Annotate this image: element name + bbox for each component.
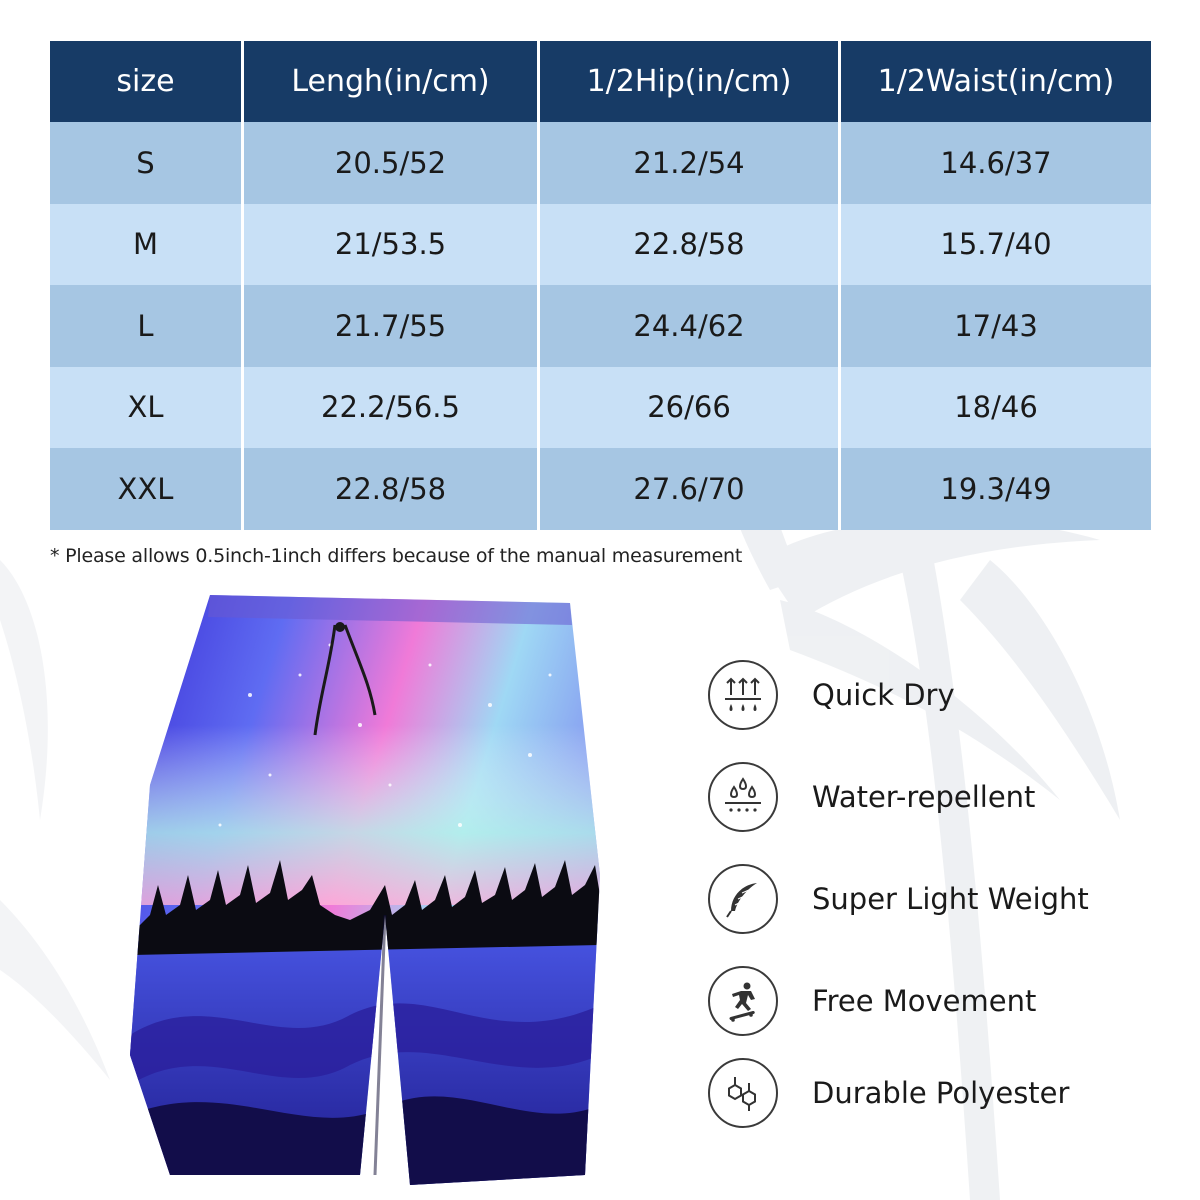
measurement-note: * Please allows 0.5inch-1inch differs because of the manual measurement xyxy=(50,545,743,567)
cell-size: S xyxy=(50,122,244,204)
cell-hip: 21.2/54 xyxy=(540,122,841,204)
cell-waist: 15.7/40 xyxy=(841,204,1151,286)
water-repellent-icon xyxy=(708,762,778,832)
feature-item xyxy=(700,752,1035,842)
feature-label: Durable Polyester xyxy=(812,1076,1070,1110)
cell-hip: 22.8/58 xyxy=(540,204,841,286)
cell-length: 22.2/56.5 xyxy=(244,367,540,449)
feature-item xyxy=(700,650,955,740)
cell-length: 20.5/52 xyxy=(244,122,540,204)
cell-waist: 18/46 xyxy=(841,367,1151,449)
cell-hip: 24.4/62 xyxy=(540,285,841,367)
cell-size: XL xyxy=(50,367,244,449)
header-hip: 1/2Hip(in/cm) xyxy=(540,41,841,122)
feature-label: Water-repellent xyxy=(812,780,1036,814)
molecule-icon xyxy=(708,1058,778,1128)
feature-label: Free Movement xyxy=(812,984,1037,1018)
cell-hip: 26/66 xyxy=(540,367,841,449)
cell-hip: 27.6/70 xyxy=(540,448,841,530)
header-size: size xyxy=(50,41,244,122)
feature-item xyxy=(700,854,1089,944)
cell-size: L xyxy=(50,285,244,367)
skateboarder-icon xyxy=(708,966,778,1036)
feature-label: Super Light Weight xyxy=(812,882,1089,916)
cell-waist: 17/43 xyxy=(841,285,1151,367)
quick-dry-icon xyxy=(708,660,778,730)
cell-size: M xyxy=(50,204,244,286)
cell-size: XXL xyxy=(50,448,244,530)
cell-waist: 19.3/49 xyxy=(841,448,1151,530)
header-waist: 1/2Waist(in/cm) xyxy=(841,41,1151,122)
board-shorts-image xyxy=(130,585,600,1195)
header-length: Lengh(in/cm) xyxy=(244,41,540,122)
feather-icon xyxy=(708,864,778,934)
feature-item xyxy=(700,1048,1069,1138)
size-chart-table xyxy=(50,41,1151,530)
cell-length: 21.7/55 xyxy=(244,285,540,367)
feature-item xyxy=(700,956,1036,1046)
cell-length: 22.8/58 xyxy=(244,448,540,530)
feature-list xyxy=(700,650,1160,1170)
cell-waist: 14.6/37 xyxy=(841,122,1151,204)
feature-label: Quick Dry xyxy=(812,678,955,712)
cell-length: 21/53.5 xyxy=(244,204,540,286)
